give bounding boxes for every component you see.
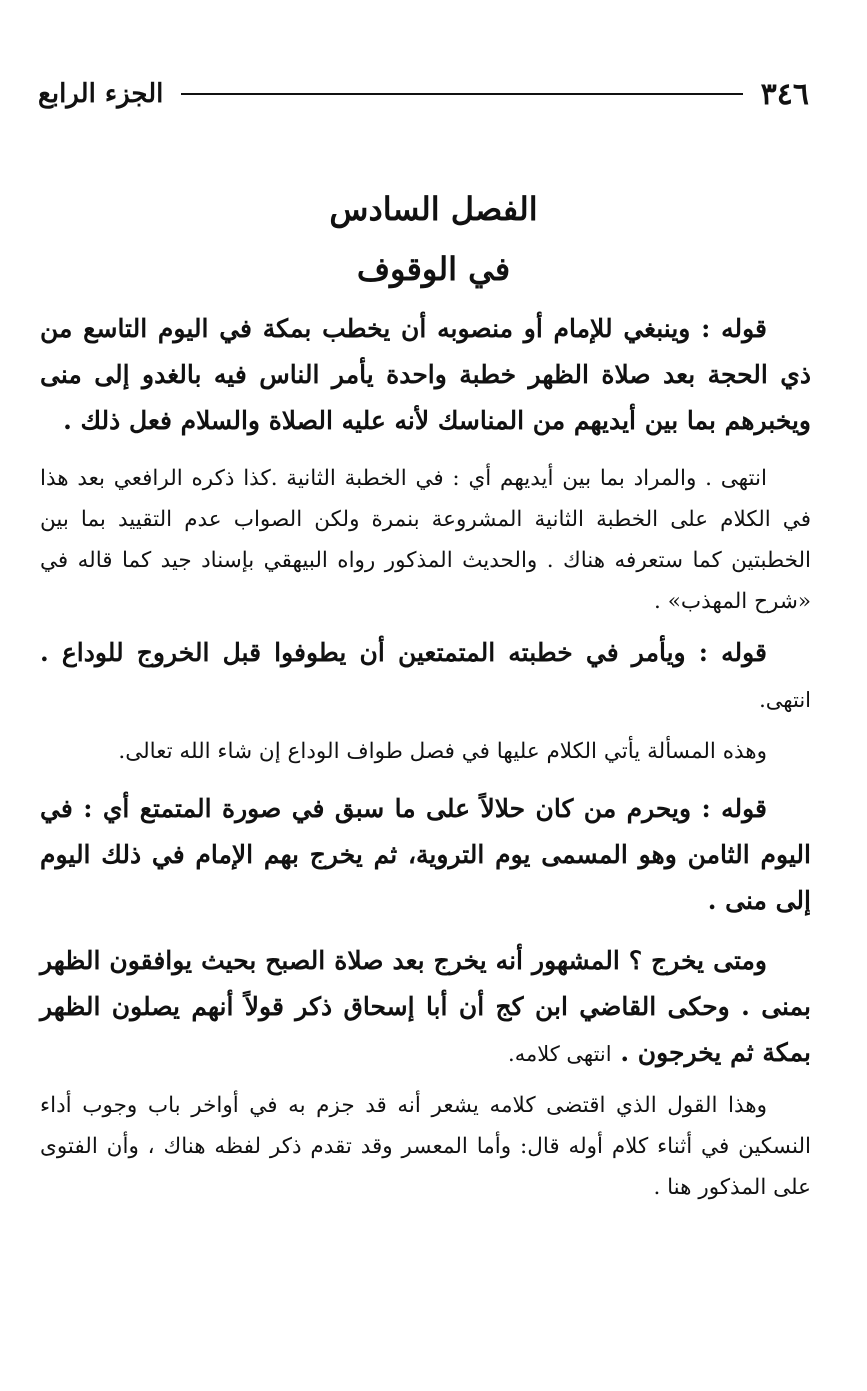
quote-paragraph-1: قوله : وينبغي للإمام أو منصوبه أن يخطب بمكة في اليوم التاسع من ذي الحجة بعد صلاة الظهر خطبة واحدة يأمر الناس فيه بالغدو إلى منى ويخبرهم بما بين أيديهم من المناسك لأنه عليه الصلاة والسلام فعل ذلك . <box>40 314 811 435</box>
chapter-title: الفصل السادس <box>329 190 538 228</box>
quote-paragraph-2: قوله : ويأمر في خطبته المتمتعين أن يطوفوا قبل الخروج للوداع . انتهى. <box>40 638 811 712</box>
comment-paragraph-3: وهذا القول الذي اقتضى كلامه يشعر أنه قد جزم به في أواخر باب وجوب أداء النسكين في أثناء كلام أوله قال: وأما المعسر وقد تقدم ذكر لفظه هناك ، وأن الفتوى على المذكور هنا . <box>40 1093 811 1200</box>
quote-paragraph-3: قوله : ويحرم من كان حلالاً على ما سبق في صورة المتمتع أي : في اليوم الثامن وهو المسمى يوم التروية، ثم يخرج بهم الإمام في ذلك اليوم إلى منى . <box>40 794 811 915</box>
comment-paragraph-1: انتهى . والمراد بما بين أيديهم أي : في الخطبة الثانية .كذا ذكره الرافعي بعد هذا في الكلام على الخطبة الثانية المشروعة بنمرة ولكن الصواب عدم التقييد بما بين الخطبتين كما ستعرفه هناك . والحديث المذكور رواه البيهقي بإسناد جيد كما قاله في «شرح المهذب» . <box>40 466 811 614</box>
chapter-subtitle: في الوقوف <box>356 250 511 288</box>
header-rule <box>181 93 742 95</box>
quote-tail: انتهى. <box>759 688 811 712</box>
quote-paragraph-4: ومتى يخرج ؟ المشهور أنه يخرج بعد صلاة الصبح بحيث يوافقون الظهر بمنى . وحكى القاضي ابن كج أن أبا إسحاق ذكر قولاً أنهم يصلون الظهر بمكة ثم يخرجون . انتهى كلامه. <box>40 946 811 1067</box>
comment-paragraph-2: وهذه المسألة يأتي الكلام عليها في فصل طواف الوداع إن شاء الله تعالى. <box>118 739 767 764</box>
page-body <box>40 306 811 1208</box>
page-number: ٣٤٦ <box>760 76 809 112</box>
running-title: الجزء الرابع <box>38 79 164 109</box>
quote-tail: انتهى كلامه. <box>508 1042 612 1066</box>
page-header <box>38 74 809 114</box>
